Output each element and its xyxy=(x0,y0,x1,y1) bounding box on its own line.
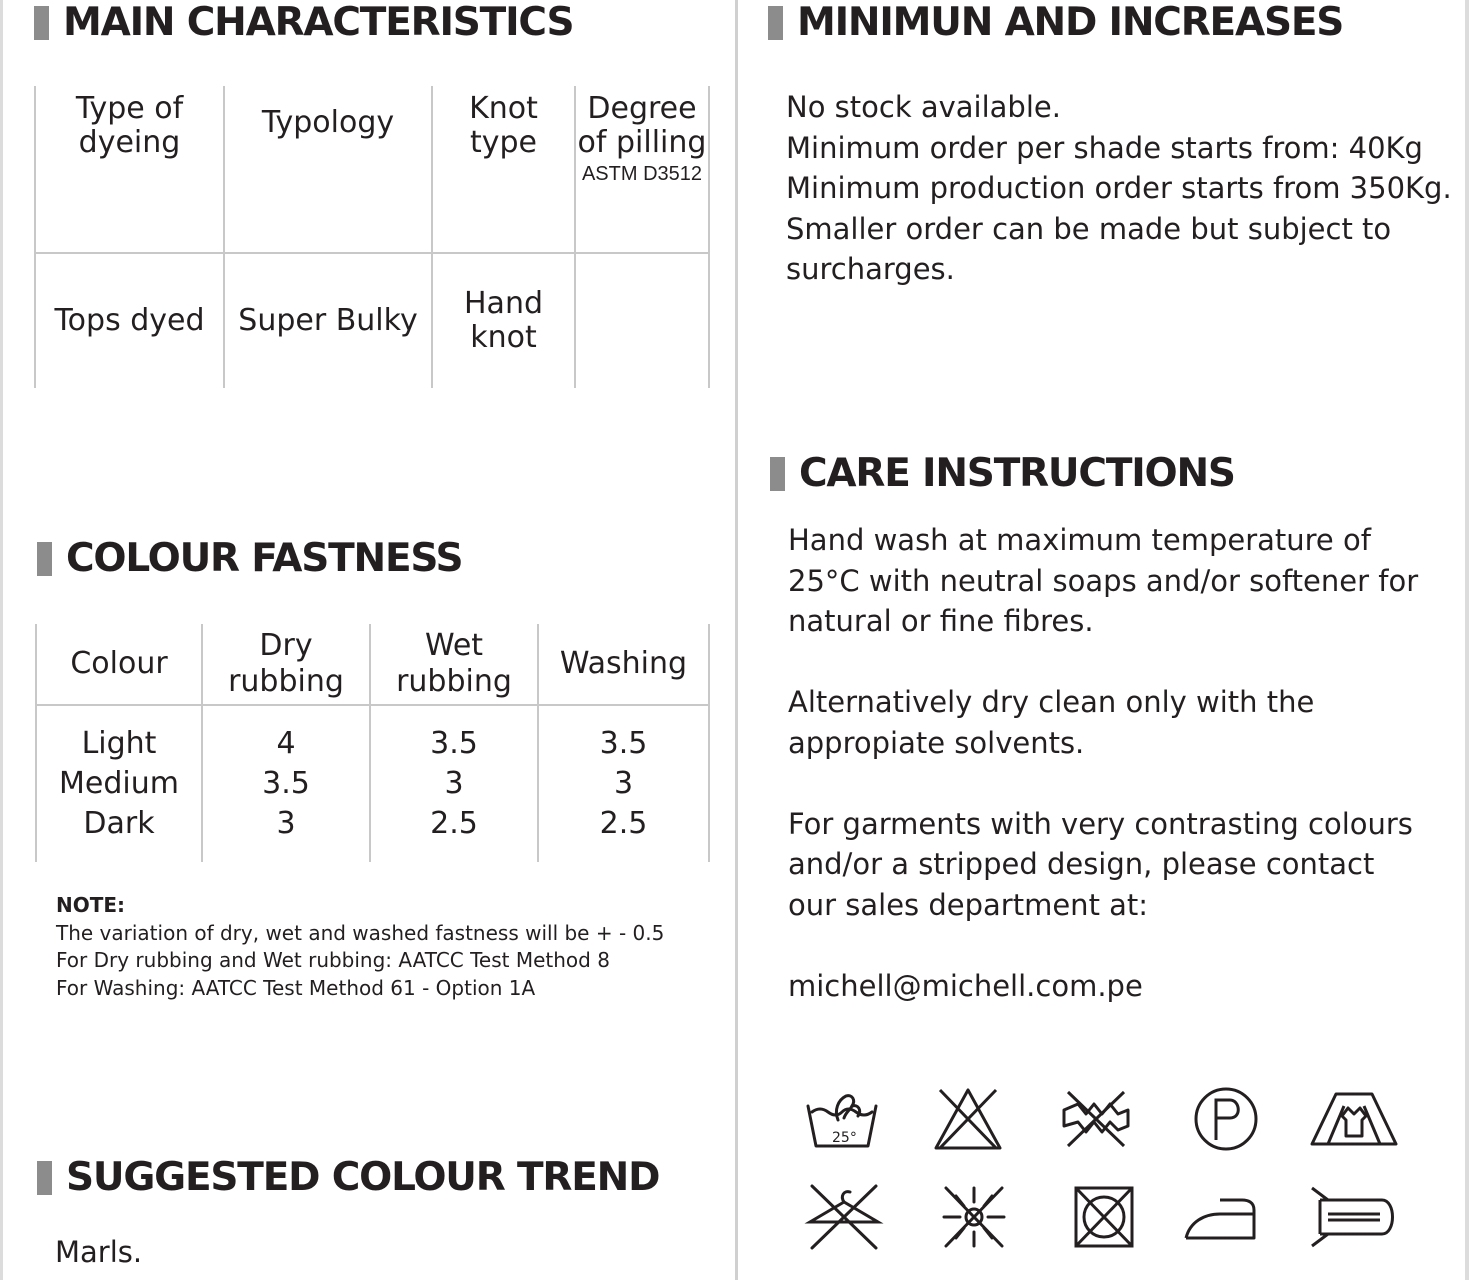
table-row xyxy=(35,253,709,388)
value-typology: Super Bulky xyxy=(224,253,432,388)
dry-flat-in-shade-icon xyxy=(1306,1084,1402,1154)
heading-bar xyxy=(34,6,49,40)
main-characteristics-table xyxy=(34,86,710,388)
text-line: appropiate solvents. xyxy=(788,725,1085,760)
dry-clean-p-icon xyxy=(1178,1084,1274,1154)
header-washing: Washing xyxy=(538,624,709,705)
dry-rubbing-column xyxy=(202,705,370,862)
do-not-hang-dry-icon xyxy=(796,1182,892,1252)
text-line: and/or a stripped design, please contact xyxy=(788,847,1375,881)
pilling-standard: ASTM D3512 xyxy=(581,163,703,186)
do-not-dry-in-sun-icon xyxy=(926,1182,1022,1252)
note-line: For Dry rubbing and Wet rubbing: AATCC Test Method 8 xyxy=(56,948,610,972)
hand-wash-25-icon xyxy=(794,1084,890,1154)
header-type-of-dyeing xyxy=(35,86,224,253)
table-cell: 3.5 xyxy=(430,726,478,761)
paragraph-spacer xyxy=(788,763,1418,804)
text-line: surcharges. xyxy=(786,252,955,286)
table-row xyxy=(36,705,709,862)
note-line: For Washing: AATCC Test Method 61 - Option 1A xyxy=(56,975,536,1000)
text-line: natural or fine fibres. xyxy=(788,604,1094,638)
iron-low-heat-icon xyxy=(1176,1182,1272,1252)
table-cell: 4 xyxy=(276,726,296,761)
text-line: No stock available. xyxy=(786,90,1061,124)
header-label: Degree of pilling xyxy=(577,91,707,160)
note-line: The variation of dry, wet and washed fastness will be + - 0.5 xyxy=(56,920,665,945)
header-label: Knot type xyxy=(469,91,538,160)
value-type-of-dyeing: Tops dyed xyxy=(35,253,224,388)
header-knot-type xyxy=(432,86,575,253)
table-cell: 3.5 xyxy=(262,766,310,801)
text-line: Minimum production order starts from 350Kg. xyxy=(786,171,1452,205)
header-colour: Colour xyxy=(36,624,202,705)
colour-column xyxy=(36,705,202,862)
contact-email[interactable]: michell@michell.com.pe xyxy=(788,968,1143,1003)
text-line: our sales department at: xyxy=(788,887,1149,922)
text-line: 25°C with neutral soaps and/or softener for xyxy=(788,563,1419,598)
heading-bar xyxy=(770,457,785,491)
do-not-bleach-icon xyxy=(920,1084,1016,1154)
heading-bar xyxy=(768,6,783,40)
fastness-note xyxy=(56,892,664,1002)
text-line: For garments with very contrasting colours xyxy=(788,806,1413,841)
header-dry-rubbing: Dry rubbing xyxy=(202,624,370,705)
page-edge-left xyxy=(0,0,3,1280)
colour-fastness-table xyxy=(35,624,710,862)
main-characteristics-title: MAIN CHARACTERISTICS xyxy=(63,0,574,45)
wet-rubbing-column xyxy=(370,705,538,862)
main-characteristics-heading xyxy=(34,0,573,45)
page-edge-right xyxy=(1465,0,1469,1280)
suggested-colour-trend-text xyxy=(55,1232,142,1273)
table-cell: 3 xyxy=(444,766,464,801)
header-typology xyxy=(224,86,432,253)
table-cell: 2.5 xyxy=(599,806,648,841)
do-not-wring-icon xyxy=(1048,1084,1144,1154)
table-header-row xyxy=(36,624,709,705)
value-knot-type: Hand knot xyxy=(432,253,575,388)
care-instructions-text xyxy=(788,520,1418,1006)
suggested-colour-trend-title: SUGGESTED COLOUR TREND xyxy=(66,1155,660,1200)
header-label: Typology xyxy=(261,105,395,140)
care-instructions-heading xyxy=(770,451,1235,496)
care-instructions-title: CARE INSTRUCTIONS xyxy=(799,451,1235,496)
table-cell: Dark xyxy=(83,806,155,841)
header-degree-of-pilling xyxy=(575,86,709,253)
trend-text: Marls. xyxy=(55,1235,143,1269)
minimum-and-increases-title: MINIMUN AND INCREASES xyxy=(797,0,1344,45)
do-not-tumble-dry-icon xyxy=(1056,1182,1152,1252)
text-line: Hand wash at maximum temperature of xyxy=(788,523,1371,557)
note-label: NOTE: xyxy=(56,893,126,917)
table-cell: 2.5 xyxy=(430,806,478,841)
header-label: Type of dyeing xyxy=(75,91,184,160)
wash-temperature-label: 25° xyxy=(832,1130,857,1146)
heading-bar xyxy=(37,542,52,576)
column-divider xyxy=(735,0,738,1280)
table-cell: 3 xyxy=(276,806,296,841)
colour-fastness-heading xyxy=(37,536,462,581)
table-cell: 3.5 xyxy=(599,726,648,761)
header-wet-rubbing: Wet rubbing xyxy=(370,624,538,705)
text-line: Smaller order can be made but subject to xyxy=(786,211,1392,246)
table-cell: 3 xyxy=(613,766,634,801)
minimum-and-increases-text xyxy=(786,87,1452,290)
value-degree-of-pilling xyxy=(575,253,709,388)
heading-bar xyxy=(37,1161,52,1195)
suggested-colour-trend-heading xyxy=(37,1155,659,1200)
table-cell: Medium xyxy=(59,766,179,801)
paragraph-spacer xyxy=(788,925,1418,966)
minimum-and-increases-heading xyxy=(768,0,1343,45)
paragraph-spacer xyxy=(788,642,1418,683)
text-line: Minimum order per shade starts from: 40Kg xyxy=(786,130,1423,165)
text-line: Alternatively dry clean only with the xyxy=(788,685,1315,719)
table-header-row xyxy=(35,86,709,253)
dry-flat-icon xyxy=(1306,1182,1402,1252)
table-cell: Light xyxy=(81,726,157,761)
washing-column xyxy=(538,705,709,862)
colour-fastness-title: COLOUR FASTNESS xyxy=(66,536,463,581)
